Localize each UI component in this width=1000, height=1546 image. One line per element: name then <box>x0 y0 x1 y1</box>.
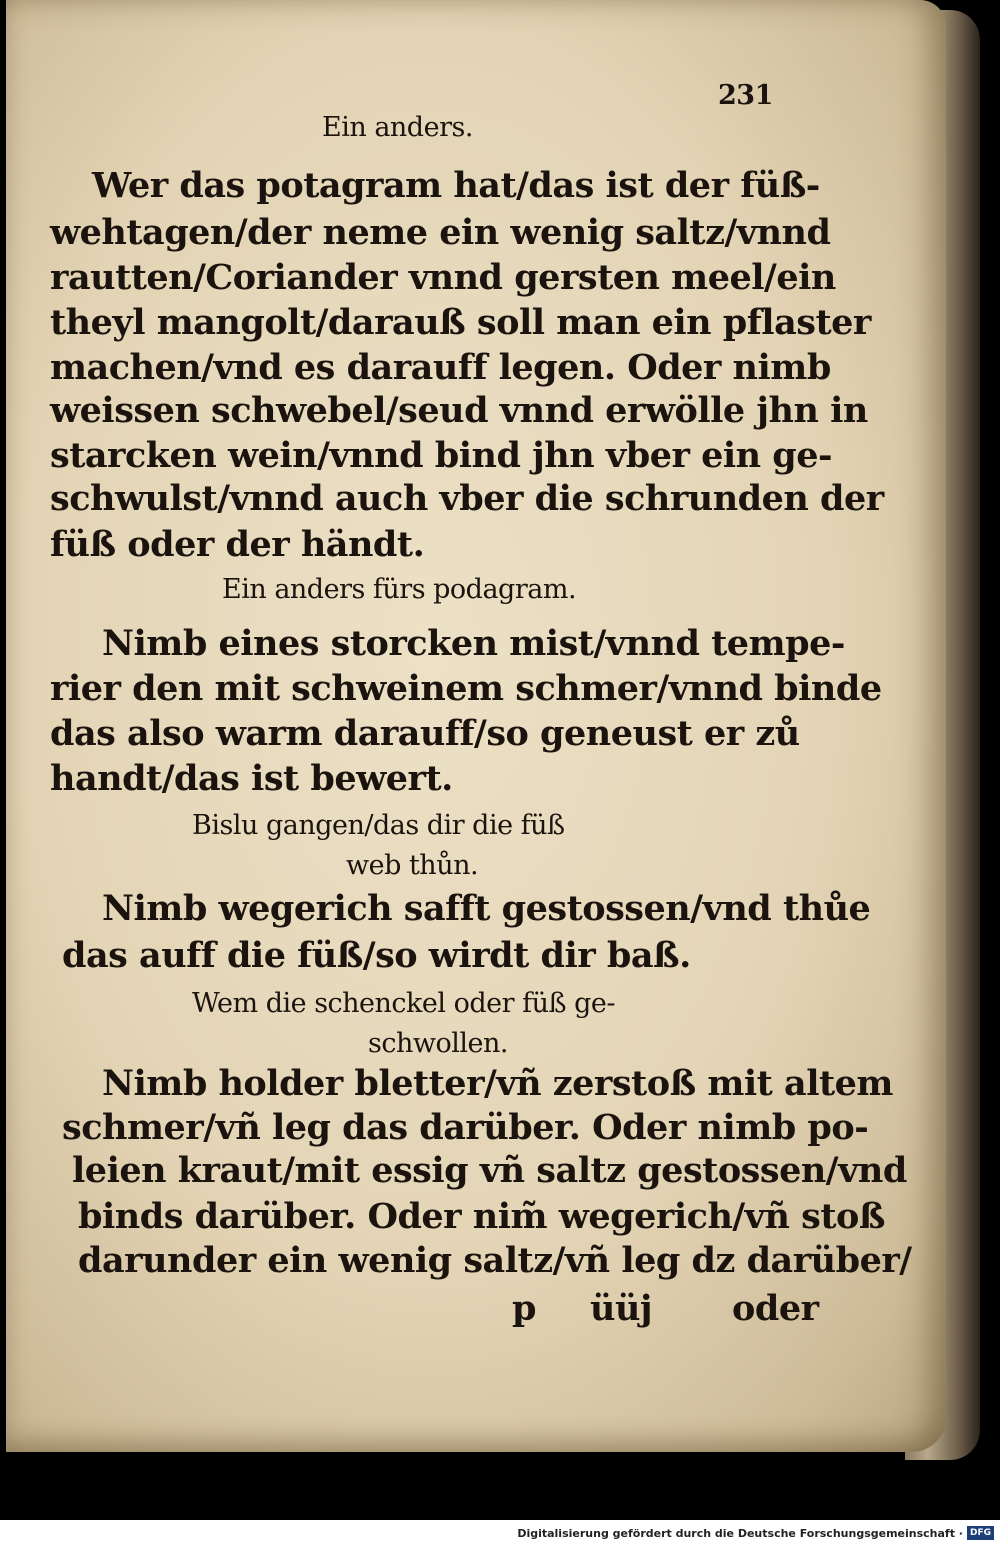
text-line: füß oder der händt. <box>50 524 425 565</box>
sheet-mark: üüj <box>590 1288 653 1329</box>
text-line: Wer das potagram hat/das ist der füß- <box>92 165 820 206</box>
text-line: wehtagen/der neme ein wenig saltz/vnnd <box>50 212 831 253</box>
text-line: machen/vnd es darauff legen. Oder nimb <box>50 347 831 388</box>
text-line: schmer/vñ leg das darüber. Oder nimb po- <box>62 1107 869 1148</box>
text-line: Nimb holder bletter/vñ zerstoß mit altem <box>102 1063 893 1104</box>
text-line: rautten/Coriander vnnd gersten meel/ein <box>50 257 836 298</box>
catchword: oder <box>732 1288 819 1329</box>
text-line: starcken wein/vnnd bind jhn vber ein ge- <box>50 435 833 476</box>
text-line: Nimb wegerich safft gestossen/vnd thůe <box>102 888 871 929</box>
text-line: Nimb eines storcken mist/vnnd tempe- <box>102 623 845 664</box>
text-line: binds darüber. Oder nim̃ wegerich/vñ stoß <box>78 1196 885 1237</box>
funding-credit: Digitalisierung gefördert durch die Deutsche Forschungsgemeinschaft · <box>517 1526 963 1540</box>
section-heading: schwollen. <box>368 1028 508 1059</box>
signature-mark: p <box>512 1288 536 1329</box>
text-line: schwulst/vnnd auch vber die schrunden der <box>50 478 884 519</box>
section-heading: Wem die schenckel oder füß ge- <box>192 988 615 1019</box>
text-line: rier den mit schweinem schmer/vnnd binde <box>50 668 882 709</box>
footer-bar <box>0 1520 1000 1546</box>
section-heading: Ein anders fürs podagram. <box>222 574 577 605</box>
section-heading: Ein anders. <box>322 112 473 143</box>
text-line: theyl mangolt/darauß soll man ein pflaster <box>50 302 871 343</box>
text-line: handt/das ist bewert. <box>50 758 453 799</box>
text-line: leien kraut/mit essig vñ saltz gestossen/vnd <box>72 1150 907 1191</box>
section-heading: web thůn. <box>346 850 479 881</box>
text-line: darunder ein wenig saltz/vñ leg dz darüber/ <box>78 1240 912 1281</box>
dfg-logo: DFG <box>967 1526 994 1540</box>
section-heading: Bislu gangen/das dir die füß <box>192 810 565 841</box>
page-number: 231 <box>718 80 773 111</box>
book-page <box>6 0 946 1452</box>
text-line: weissen schwebel/seud vnnd erwölle jhn in <box>50 390 868 431</box>
text-line: das also warm darauff/so geneust er zů <box>50 713 800 754</box>
text-line: das auff die füß/so wirdt dir baß. <box>62 935 691 976</box>
